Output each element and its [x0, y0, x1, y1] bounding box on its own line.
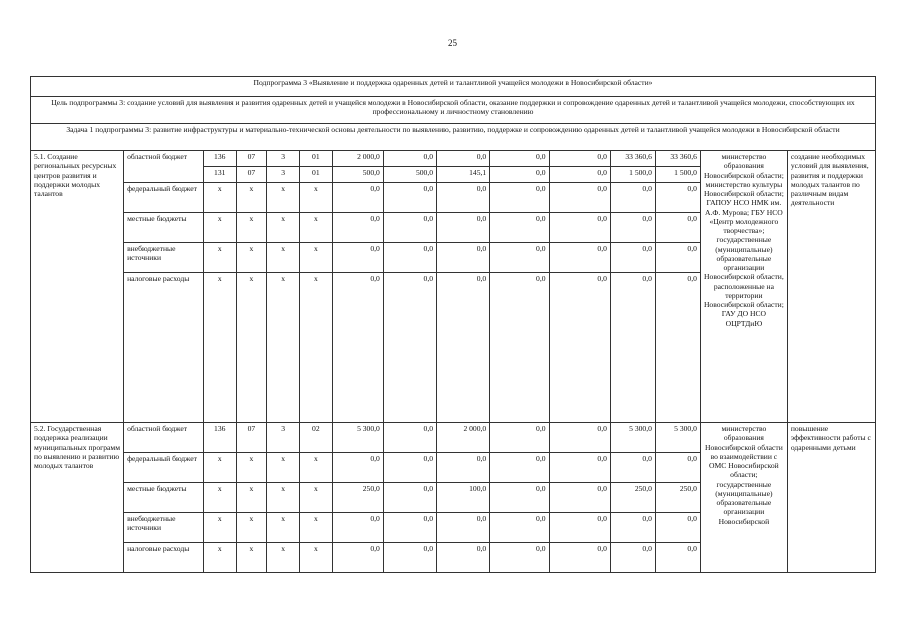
budget-code: х [299, 273, 332, 423]
budget-code: 136 [203, 423, 236, 453]
amount-cell: 0,0 [549, 213, 610, 243]
budget-code: 3 [267, 167, 300, 183]
budget-code: 07 [236, 167, 267, 183]
budget-code: х [236, 243, 267, 273]
budget-code: х [203, 243, 236, 273]
amount-cell: 0,0 [610, 513, 655, 543]
amount-cell: 0,0 [383, 183, 436, 213]
amount-cell: 0,0 [549, 273, 610, 423]
budget-code: х [267, 543, 300, 573]
budget-code: х [299, 483, 332, 513]
funding-source: областной бюджет [124, 423, 204, 453]
amount-cell: 0,0 [610, 273, 655, 423]
budget-code: х [236, 273, 267, 423]
amount-cell: 0,0 [490, 453, 549, 483]
amount-cell: 0,0 [383, 243, 436, 273]
amount-cell: 0,0 [610, 213, 655, 243]
amount-cell: 0,0 [610, 243, 655, 273]
budget-code: х [299, 213, 332, 243]
funding-source: внебюджетные источники [124, 243, 204, 273]
amount-cell: 0,0 [383, 273, 436, 423]
amount-cell: 0,0 [332, 243, 383, 273]
budget-code: х [267, 183, 300, 213]
amount-cell: 0,0 [549, 167, 610, 183]
funding-source: внебюджетные источники [124, 513, 204, 543]
amount-cell: 0,0 [332, 213, 383, 243]
amount-cell: 0,0 [490, 213, 549, 243]
budget-code: х [267, 213, 300, 243]
amount-cell: 0,0 [383, 213, 436, 243]
amount-cell: 0,0 [437, 453, 490, 483]
amount-cell: 0,0 [383, 453, 436, 483]
amount-cell: 250,0 [610, 483, 655, 513]
budget-code: х [236, 453, 267, 483]
budget-code: 01 [299, 151, 332, 167]
amount-cell: 0,0 [383, 423, 436, 453]
amount-cell: 0,0 [610, 453, 655, 483]
amount-cell: 5 300,0 [655, 423, 700, 453]
budget-code: х [236, 183, 267, 213]
budget-code: х [236, 513, 267, 543]
budget-code: х [236, 543, 267, 573]
amount-cell: 0,0 [437, 273, 490, 423]
amount-cell: 0,0 [332, 513, 383, 543]
amount-cell: 0,0 [490, 423, 549, 453]
amount-cell: 0,0 [655, 273, 700, 423]
amount-cell: 0,0 [549, 183, 610, 213]
budget-code: х [267, 453, 300, 483]
expected-result: создание необходимых условий для выявления, развития и поддержки молодых талантов по различным видам деятельности [787, 151, 875, 423]
budget-code: 3 [267, 423, 300, 453]
amount-cell: 1 500,0 [655, 167, 700, 183]
budget-code: х [299, 543, 332, 573]
amount-cell: 0,0 [549, 513, 610, 543]
task-row [31, 124, 876, 151]
expected-result: повышение эффективности работы с одаренными детьми [787, 423, 875, 573]
budget-code: х [299, 183, 332, 213]
amount-cell: 0,0 [549, 243, 610, 273]
budget-code: х [267, 513, 300, 543]
amount-cell: 0,0 [490, 483, 549, 513]
amount-cell: 0,0 [383, 543, 436, 573]
amount-cell: 0,0 [610, 543, 655, 573]
subprogram-goal: Цель подпрограммы 3: создание условий для выявления и развития одаренных детей и учащейся молодежи в Новосибирской области, оказание поддержки и сопровождение одаренных детей и талантливой учащейся молодежи, способствующих их профессиональному и личностному становлению [31, 97, 876, 124]
amount-cell: 2 000,0 [332, 151, 383, 167]
amount-cell: 0,0 [655, 543, 700, 573]
amount-cell: 0,0 [610, 183, 655, 213]
amount-cell: 0,0 [655, 243, 700, 273]
budget-code: х [203, 183, 236, 213]
amount-cell: 0,0 [437, 213, 490, 243]
amount-cell: 2 000,0 [437, 423, 490, 453]
amount-cell: 0,0 [549, 453, 610, 483]
amount-cell: 1 500,0 [610, 167, 655, 183]
budget-code: 131 [203, 167, 236, 183]
page-number: 25 [448, 38, 457, 48]
funding-source: местные бюджеты [124, 483, 204, 513]
amount-cell: 0,0 [549, 151, 610, 167]
budget-code: х [299, 243, 332, 273]
amount-cell: 0,0 [437, 543, 490, 573]
subprogram-title-row [31, 77, 876, 97]
budget-code: х [203, 273, 236, 423]
amount-cell: 0,0 [549, 483, 610, 513]
budget-code: х [299, 453, 332, 483]
amount-cell: 250,0 [655, 483, 700, 513]
budget-code: х [267, 483, 300, 513]
budget-code: 07 [236, 423, 267, 453]
budget-code: х [267, 273, 300, 423]
amount-cell: 0,0 [383, 151, 436, 167]
amount-cell: 0,0 [332, 273, 383, 423]
budget-code: 02 [299, 423, 332, 453]
amount-cell: 0,0 [383, 483, 436, 513]
amount-cell: 145,1 [437, 167, 490, 183]
amount-cell: 0,0 [383, 513, 436, 543]
budget-code: х [203, 483, 236, 513]
budget-code: х [203, 453, 236, 483]
amount-cell: 5 300,0 [332, 423, 383, 453]
measure-name: 5.2. Государственная поддержка реализации муниципальных программ по выявлению и развитию молодых талантов [31, 423, 124, 573]
measure-name: 5.1. Создание региональных ресурсных центров развития и поддержки молодых талантов [31, 151, 124, 423]
amount-cell: 0,0 [549, 423, 610, 453]
amount-cell: 33 360,6 [610, 151, 655, 167]
funding-source: налоговые расходы [124, 543, 204, 573]
amount-cell: 0,0 [655, 183, 700, 213]
amount-cell: 500,0 [383, 167, 436, 183]
amount-cell: 0,0 [437, 183, 490, 213]
amount-cell: 0,0 [655, 513, 700, 543]
budget-code: х [236, 213, 267, 243]
goal-row [31, 97, 876, 124]
amount-cell: 0,0 [490, 273, 549, 423]
budget-code: 3 [267, 151, 300, 167]
funding-source: областной бюджет [124, 151, 204, 183]
budget-code: 07 [236, 151, 267, 167]
budget-code: х [299, 513, 332, 543]
budget-code: х [267, 243, 300, 273]
amount-cell: 250,0 [332, 483, 383, 513]
funding-source: местные бюджеты [124, 213, 204, 243]
executor: министерство образования Новосибирской области во взаимодействии с ОМС Новосибирской области; государственные (муниципальные) образовательные организации Новосибирской [700, 423, 787, 573]
budget-code: х [236, 483, 267, 513]
budget-code: х [203, 513, 236, 543]
funding-source: федеральный бюджет [124, 183, 204, 213]
executor: министерство образования Новосибирской области; министерство культуры Новосибирской области; ГАПОУ НСО НМК им. А.Ф. Мурова; ГБУ НСО «Центр молодежного творчества»; государственные (муниципальные) образовательные организации Новосибирской области, расположенные на территории Новосибирской области; ГАУ ДО НСО ОЦРТДиЮ [700, 151, 787, 423]
program-table [30, 76, 876, 573]
amount-cell: 0,0 [332, 453, 383, 483]
budget-code: х [203, 213, 236, 243]
budget-code: х [203, 543, 236, 573]
amount-cell: 0,0 [437, 151, 490, 167]
amount-cell: 0,0 [655, 213, 700, 243]
budget-code: 136 [203, 151, 236, 167]
amount-cell: 0,0 [490, 151, 549, 167]
table-row [31, 151, 876, 167]
amount-cell: 0,0 [655, 453, 700, 483]
amount-cell: 0,0 [332, 183, 383, 213]
subprogram-task: Задача 1 подпрограммы 3: развитие инфраструктуры и материально-технической основы деятельности по выявлению, развитию, поддержке и сопровождению одаренных детей и талантливой учащейся молодежи в Новосибирской области [31, 124, 876, 151]
amount-cell: 0,0 [490, 167, 549, 183]
amount-cell: 0,0 [490, 243, 549, 273]
amount-cell: 0,0 [549, 543, 610, 573]
funding-source: налоговые расходы [124, 273, 204, 423]
amount-cell: 5 300,0 [610, 423, 655, 453]
subprogram-title: Подпрограмма 3 «Выявление и поддержка одаренных детей и талантливой учащейся молодежи в Новосибирской области» [31, 77, 876, 97]
amount-cell: 0,0 [437, 513, 490, 543]
amount-cell: 0,0 [490, 183, 549, 213]
amount-cell: 0,0 [332, 543, 383, 573]
amount-cell: 500,0 [332, 167, 383, 183]
amount-cell: 0,0 [490, 543, 549, 573]
amount-cell: 33 360,6 [655, 151, 700, 167]
budget-code: 01 [299, 167, 332, 183]
funding-source: федеральный бюджет [124, 453, 204, 483]
table-row [31, 423, 876, 453]
amount-cell: 100,0 [437, 483, 490, 513]
amount-cell: 0,0 [437, 243, 490, 273]
amount-cell: 0,0 [490, 513, 549, 543]
